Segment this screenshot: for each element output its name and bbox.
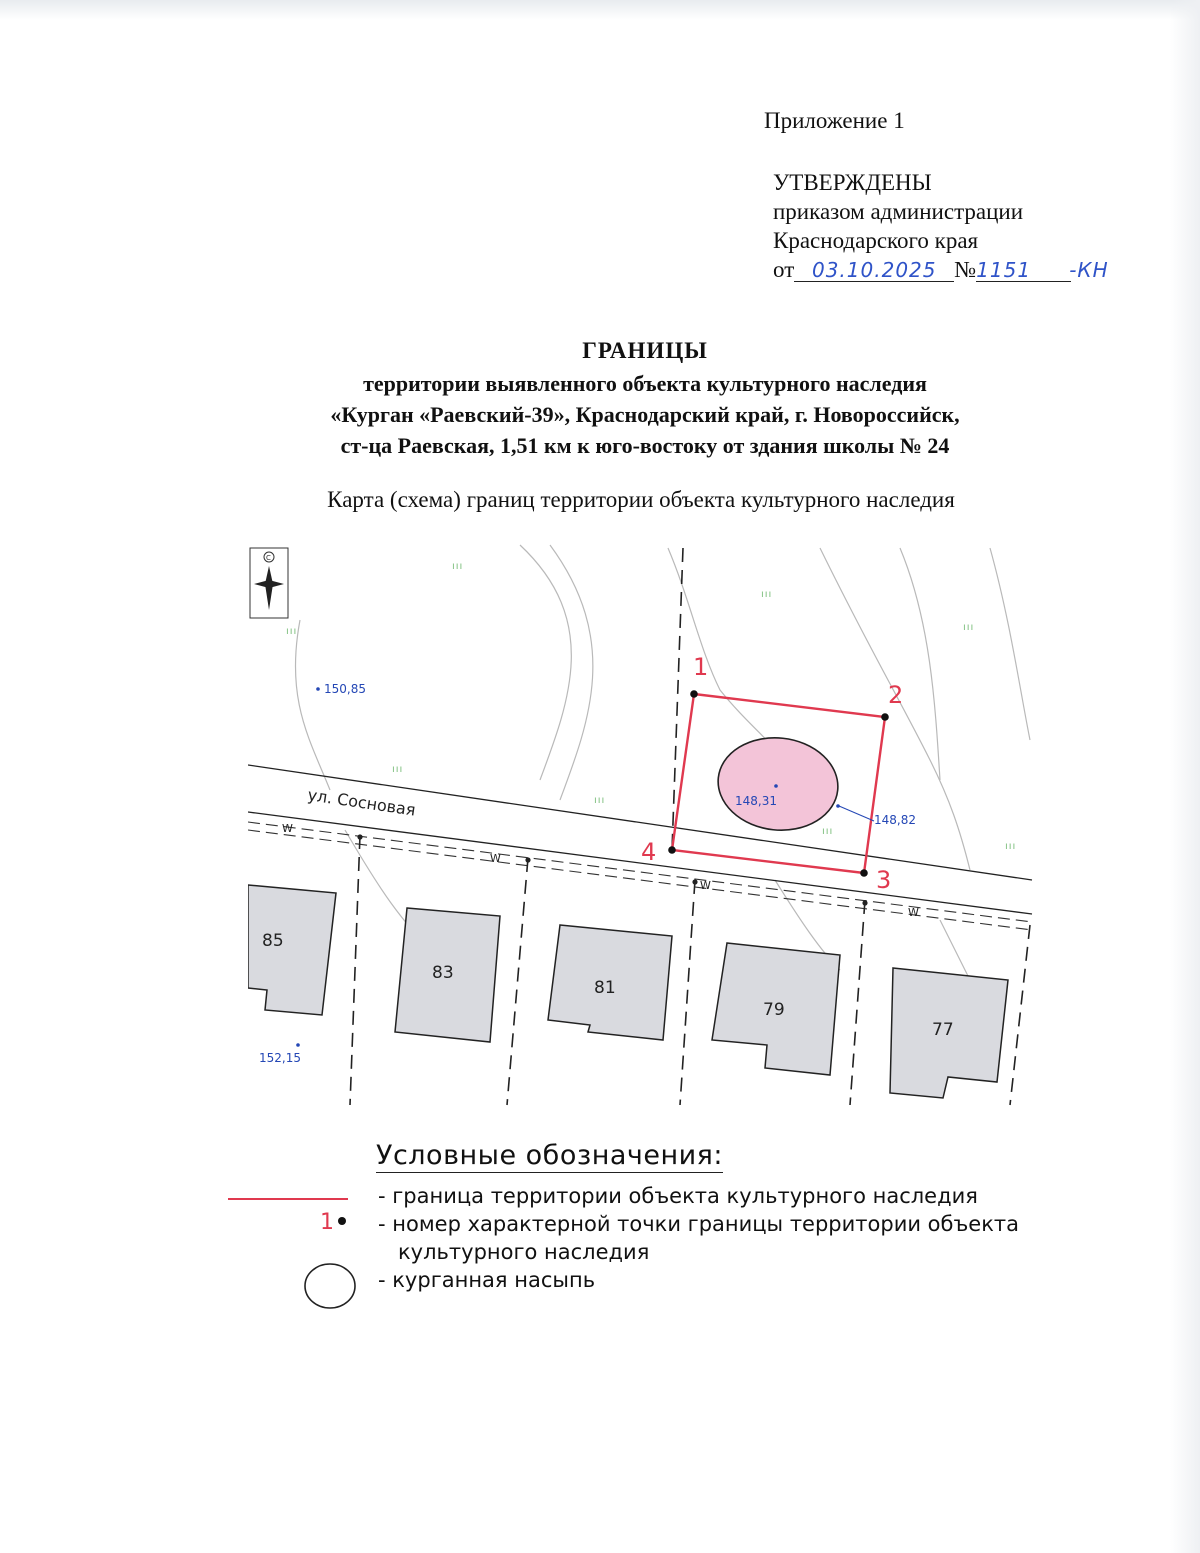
lot-dot — [525, 857, 530, 862]
house-number-81: 81 — [594, 978, 616, 998]
from-label: от — [773, 257, 795, 282]
legend-point-number: 1 — [320, 1210, 334, 1235]
number-sign: № — [954, 257, 977, 282]
order-date-number-line — [773, 255, 1109, 284]
scan-edge-right — [1170, 0, 1200, 1553]
elevation-label: 148,31 — [735, 794, 777, 808]
house-number-83: 83 — [432, 963, 454, 983]
utility-mark: W — [700, 879, 711, 892]
point-number-3: 3 — [876, 866, 892, 894]
elevation-label: 152,15 — [259, 1051, 301, 1065]
legend-mound-text: - курганная насыпь — [378, 1268, 596, 1292]
utility-mark: W — [908, 906, 919, 919]
elevation-dot — [316, 687, 320, 691]
lot-divider — [350, 835, 360, 1105]
boundary-point-2 — [881, 713, 889, 721]
legend-boundary-line-icon — [228, 1195, 350, 1203]
svg-text:C: C — [266, 554, 271, 562]
contour-line — [520, 545, 571, 780]
legend-mound-icon — [302, 1261, 358, 1311]
contour-line — [900, 548, 940, 780]
elevation-leader — [839, 806, 874, 821]
map-caption: Карта (схема) границ территории объекта культурного наследия — [327, 487, 955, 512]
legend-title: Условные обозначения: — [376, 1140, 723, 1171]
order-line-1: приказом администрации — [773, 199, 1024, 224]
lot-dot — [692, 879, 697, 884]
handwritten-order-suffix: -КН — [1069, 258, 1109, 282]
grass-mark: ııı — [392, 764, 404, 775]
lot-divider — [850, 900, 865, 1105]
boundary-point-3 — [860, 869, 868, 877]
handwritten-order-number: 1151 — [976, 259, 1071, 282]
lot-divider — [1010, 925, 1030, 1105]
legend-point-dot-icon — [336, 1215, 348, 1227]
lot-dot — [357, 834, 362, 839]
title-line-3: ст-ца Раевская, 1,51 км к юго-востоку от здания школы № 24 — [340, 433, 950, 458]
grass-mark: ııı — [452, 561, 464, 572]
utility-mark: W — [490, 852, 501, 865]
lot-divider — [507, 858, 528, 1105]
title-line-1: территории выявленного объекта культурного наследия — [363, 371, 927, 396]
street-label: ул. Сосновая — [306, 785, 417, 820]
boundary-point-1 — [690, 690, 698, 698]
approval-block — [773, 168, 1109, 284]
point-number-4: 4 — [641, 838, 657, 866]
elevation-label: 148,82 — [874, 813, 916, 827]
legend-boundary-text: - граница территории объекта культурного наследия — [378, 1184, 978, 1208]
grass-mark: ııı — [1005, 841, 1017, 852]
contour-line — [550, 545, 593, 800]
handwritten-date: 03.10.2025 — [794, 259, 954, 282]
point-number-1: 1 — [693, 653, 709, 681]
scan-edge-top — [0, 0, 1200, 20]
buildings — [248, 885, 1008, 1098]
title-heading: ГРАНИЦЫ — [582, 338, 708, 363]
title-line-2: «Курган «Раевский-39», Краснодарский край, г. Новороссийск, — [330, 402, 960, 427]
lot-dot — [862, 900, 867, 905]
elevation-label: 150,85 — [324, 682, 366, 696]
title-subtitle — [0, 368, 1200, 461]
document-title — [0, 338, 1200, 461]
mound — [714, 732, 843, 836]
boundary-point-4 — [668, 846, 676, 854]
point-number-2: 2 — [888, 681, 904, 709]
grass-mark: ııı — [761, 589, 773, 600]
road-edges — [248, 765, 1032, 914]
contour-line — [295, 620, 330, 790]
house-number-85: 85 — [262, 931, 284, 951]
approved-label: УТВЕРЖДЕНЫ — [773, 170, 932, 195]
appendix-label: Приложение 1 — [764, 108, 905, 133]
grass-mark: ııı — [963, 622, 975, 633]
utility-mark: W — [282, 822, 293, 835]
grass-mark: ııı — [286, 626, 298, 637]
house-number-79: 79 — [763, 1000, 785, 1020]
house-number-77: 77 — [932, 1020, 954, 1040]
contour-line — [990, 548, 1030, 740]
grass-mark: ııı — [822, 826, 834, 837]
site-map — [248, 540, 1038, 1110]
order-line-2: Краснодарского края — [773, 228, 979, 253]
legend-point-text-2: культурного наследия — [398, 1240, 650, 1264]
legend-point-text-1: - номер характерной точки границы территории объекта — [378, 1212, 1020, 1236]
lot-divider — [680, 880, 695, 1105]
elevation-dot — [774, 784, 778, 788]
north-arrow-icon — [250, 548, 288, 618]
grass-mark: ııı — [594, 795, 606, 806]
elevation-dot — [296, 1043, 300, 1047]
